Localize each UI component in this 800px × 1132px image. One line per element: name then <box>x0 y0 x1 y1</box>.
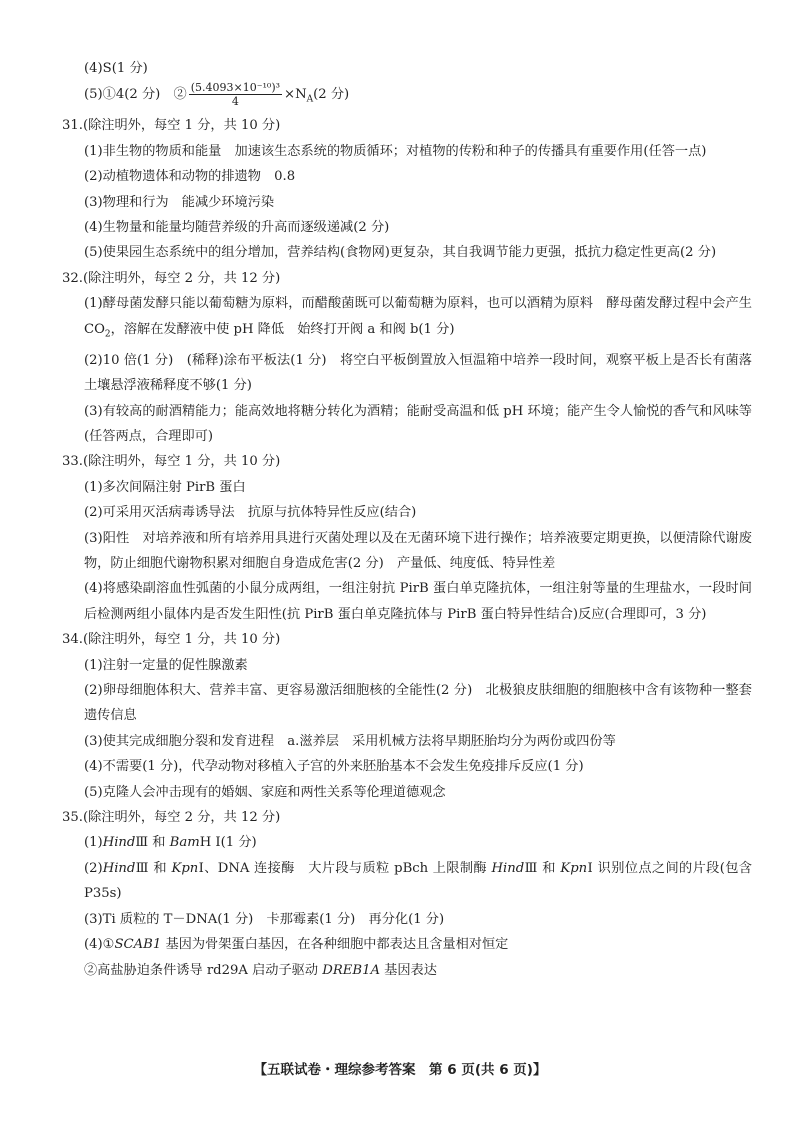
enzyme-hind: Hind <box>102 860 136 876</box>
enzyme-hind-numeral: Ⅲ <box>135 835 149 851</box>
q31-item: (4)生物量和能量均随营养级的升高而逐级递减(2 分) <box>84 220 390 236</box>
q33-header: 33.(除注明外，每空 1 分，共 10 分) <box>62 454 281 470</box>
q35-item5-prefix: ②高盐胁迫条件诱导 rd29A 启动子驱动 <box>84 962 323 978</box>
q35-header: 35.(除注明外，每空 2 分，共 12 分) <box>62 810 281 826</box>
q34-item1: (1)注射一定量的促性腺激素 <box>84 657 248 673</box>
q35-item3: (3)Ti 质粒的 T－DNA(1 分) 卡那霉素(1 分) 再分化(1 分) <box>84 911 445 927</box>
page-footer: 【五联试卷・理综参考答案 第 6 页(共 6 页)】 <box>253 1062 547 1078</box>
q35-item4 <box>62 932 752 957</box>
q35-item1 <box>62 830 752 855</box>
enzyme-kpn: Kpn <box>560 860 588 876</box>
q35-item2-prefix: (2) <box>84 860 103 876</box>
q31-item: (2)动植物遗体和动物的排遗物 0.8 <box>84 169 296 185</box>
q35-item5-end: 基因表达 <box>379 962 437 978</box>
q35-item2-end: 识别位点之间的片段(包含 P35s) <box>84 860 752 902</box>
q34-item2: (2)卵母细胞体积大、营养丰富、更容易激活细胞核的全能性(2 分) 北极狼皮肤细胞的细胞核中含有该物种一整套遗传信息 <box>84 683 752 724</box>
q30-item5 <box>62 81 752 113</box>
q35-item4-prefix: (4)① <box>84 937 115 953</box>
q33-item3: (3)阳性 对培养液和所有培养用具进行灭菌处理以及在无菌环境下进行操作；培养液要定期更换，以便清除代谢废物，防止细胞代谢物积累对细胞自身造成危害(2 分) 产量低、纯度低、特异性差 <box>84 530 752 571</box>
q31-header: 31.(除注明外，每空 1 分，共 10 分) <box>62 118 281 134</box>
enzyme-kpn: Kpn <box>171 860 199 876</box>
q30-item5-prefix: (5)①4(2 分) ② <box>84 87 187 103</box>
fraction-numerator: (5.4093×10⁻¹⁰)³ <box>190 81 281 95</box>
conjunction: 和 <box>148 860 172 876</box>
q30-fraction <box>189 81 282 108</box>
co2-subscript: 2 <box>104 329 111 340</box>
enzyme-hind: Hind <box>491 860 525 876</box>
answer-content <box>62 56 766 983</box>
q35-item2-middle: 、DNA 连接酶 大片段与质粒 pBch 上限制酶 <box>204 860 492 876</box>
q31-item: (1)非生物的物质和能量 加速该生态系统的物质循环；对植物的传粉和种子的传播具有重要作用(任答一点) <box>84 143 707 159</box>
q31-item: (3)物理和行为 能减少环境污染 <box>84 194 275 210</box>
q32-item3: (3)有较高的耐酒精能力；能高效地将糖分转化为酒精；能耐受高温和低 pH 环境；能产生令人愉悦的香气和风味等(任答两点，合理即可) <box>84 403 752 444</box>
avogadro-subscript: A <box>306 95 314 106</box>
gene-scab1: SCAB1 <box>114 937 162 953</box>
enzyme-hind-numeral: Ⅲ <box>135 860 149 876</box>
q32-header: 32.(除注明外，每空 2 分，共 12 分) <box>62 270 281 286</box>
q34-header: 34.(除注明外，每空 1 分，共 10 分) <box>62 632 281 648</box>
q35-item1-score: (1 分) <box>220 835 257 851</box>
q35-item2 <box>62 856 752 907</box>
conjunction: 和 <box>148 835 170 851</box>
gene-dreb1a: DREB1A <box>322 962 380 978</box>
q30-item4: (4)S(1 分) <box>84 61 148 76</box>
q32-item1-text-a: (1)酵母菌发酵只能以葡萄糖为原料，而醋酸菌既可以葡萄糖为原料，也可以酒精为原料 酵母菌发酵过程中会产生 CO <box>84 296 752 337</box>
q30-item5-end: (2 分) <box>313 87 350 103</box>
q34-item4: (4)不需要(1 分)，代孕动物对移植入子宫的外来胚胎基本不会发生免疫排斥反应(1 分) <box>84 759 584 775</box>
enzyme-bam-numeral: H Ⅰ <box>199 835 221 851</box>
conjunction: 和 <box>537 860 561 876</box>
q35-item1-prefix: (1) <box>84 835 103 851</box>
enzyme-bam: Bam <box>169 835 200 851</box>
enzyme-hind: Hind <box>102 835 136 851</box>
enzyme-kpn-numeral: Ⅰ <box>587 860 594 876</box>
q30-item5-suffix: ×N <box>284 87 307 103</box>
q31-item: (5)使果园生态系统中的组分增加，营养结构(食物网)更复杂，其自我调节能力更强，抵抗力稳定性更高(2 分) <box>84 245 717 261</box>
enzyme-kpn-numeral: Ⅰ <box>198 860 205 876</box>
q32-item2: (2)10 倍(1 分) (稀释)涂布平板法(1 分) 将空白平板倒置放入恒温箱中培养一段时间，观察平板上是否长有菌落 土壤悬浮液稀释度不够(1 分) <box>84 352 766 394</box>
q32-item1-text-b: ，溶解在发酵液中使 pH 降低 始终打开阀 a 和阀 b(1 分) <box>110 321 455 337</box>
enzyme-hind-numeral: Ⅲ <box>524 860 538 876</box>
q33-item2: (2)可采用灭活病毒诱导法 抗原与抗体特异性反应(结合) <box>84 505 417 521</box>
q33-item1: (1)多次间隔注射 PirB 蛋白 <box>84 479 246 495</box>
q33-item4: (4)将感染副溶血性弧菌的小鼠分成两组，一组注射抗 PirB 蛋白单克隆抗体，一组注射等量的生理盐水，一段时间后检测两组小鼠体内是否发生阳性(抗 PirB 蛋白单克隆抗体与 PirB 蛋白特异性结合)反应(合理即可，3 分) <box>84 581 752 622</box>
fraction-denominator: 4 <box>231 95 239 109</box>
q34-item5: (5)克隆人会冲击现有的婚姻、家庭和两性关系等伦理道德观念 <box>84 784 446 800</box>
q34-item3: (3)使其完成细胞分裂和发育进程 a.滋养层 采用机械方法将早期胚胎均分为两份或四份等 <box>84 733 616 749</box>
q35-item5 <box>62 958 752 983</box>
q32-item1 <box>62 291 752 347</box>
q35-item4-end: 基因为骨架蛋白基因，在各种细胞中都表达且含量相对恒定 <box>161 937 509 953</box>
